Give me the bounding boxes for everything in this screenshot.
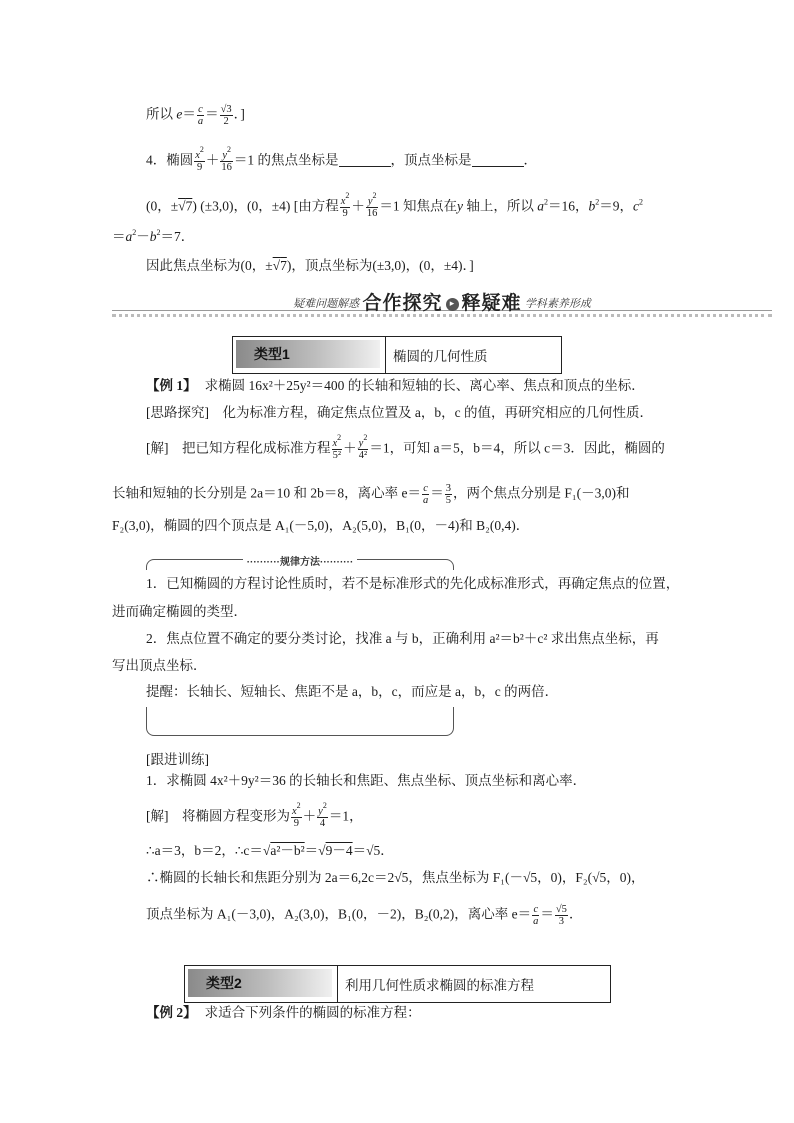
- question-4: 4．椭圆 $\frac{x^2}{9}$ ＋ $\frac{y^2}{16}$ ＝1 的焦点坐标是 ，顶点坐标是 ．: [146, 145, 538, 173]
- type-1-box: [232, 336, 562, 374]
- type-2-box: [184, 965, 611, 1003]
- solution-1-line1: [解] 把已知方程化成标准方程 $\frac{x^2}{\text{5²}}$ ＋ $\frac{y^2}{\text{4²}}$ ＝1，可知 a＝5，b＝4，所以 c＝3．因此，椭圆的: [146, 433, 665, 461]
- fraction: $\frac{c}{a}$: [422, 483, 429, 506]
- answer-4-line2: $=a^2-b^2=7$．: [112, 228, 195, 244]
- type-tag: 类型1: [236, 340, 380, 368]
- fraction: $\frac{c}{a}$: [197, 104, 204, 127]
- method-3: 提醒：长轴长、短轴长、焦距不是 a，b，c，而应是 a，b，c 的两倍．: [146, 684, 559, 699]
- fraction: $\frac{x^2}{9}$: [340, 191, 350, 219]
- answer-4-line1: (0，±√7) (±3,0)，(0，±4) [由方程 $\frac{x^2}{9}$ ＋ $\frac{y^2}{16}$ ＝1 知焦点在y 轴上，所以 $a^2=16$，$b^2=9$，$c^2$: [146, 191, 644, 219]
- follow-s2: ∴a＝3，b＝2，∴c＝√a²－b²＝√9－4＝√5．: [146, 843, 394, 858]
- method-2b: 写出顶点坐标．: [112, 658, 207, 673]
- answer-blank: [339, 154, 391, 167]
- fraction: $\frac{y^2}{4}$: [318, 801, 327, 829]
- method-box: ··········规律方法··········: [146, 553, 454, 736]
- method-1b: 进而确定椭圆的类型．: [112, 604, 247, 619]
- fraction: $\frac{x^2}{9}$: [195, 145, 204, 173]
- solution-1-line2: 长轴和短轴的长分别是 2a＝10 和 2b＝8，离心率 e＝ $\frac{c}{a}$ ＝ $\frac{3}{5}$ ，两个焦点分别是 F₁(－3,0)和: [112, 483, 630, 506]
- fraction: $\frac{y^2}{16}$: [366, 191, 378, 219]
- type-title: 椭圆的几何性质: [393, 349, 488, 364]
- type-title: 利用几何性质求椭圆的标准方程: [345, 978, 534, 993]
- fraction: $\frac{3}{5}$: [445, 483, 451, 506]
- section-banner: 疑难问题解惑 合作探究 ▸ 释疑难 学科素养形成: [112, 288, 772, 318]
- solution-1-line3: F₂(3,0)，椭圆的四个顶点是 A₁(－5,0)，A₂(5,0)，B₁(0，－4)和 B₂(0,4)．: [112, 518, 530, 533]
- fraction: $\frac{x^2}{9}$: [292, 801, 301, 829]
- follow-q1: 1．求椭圆 4x²＋9y²＝36 的长轴长和焦距、焦点坐标、顶点坐标和离心率．: [146, 773, 587, 788]
- follow-label: [跟进训练]: [146, 752, 209, 767]
- follow-s1: [解] 将椭圆方程变形为 $\frac{x^2}{9}$ ＋ $\frac{y^2}{4}$ ＝1，: [146, 801, 363, 829]
- example-1: 【例 1】 求椭圆 16x²＋25y²＝400 的长轴和短轴的长、离心率、焦点和顶点的坐标．: [146, 378, 645, 393]
- method-1a: 1．已知椭圆的方程讨论性质时，若不是标准形式的先化成标准形式，再确定焦点的位置，: [146, 576, 680, 591]
- arrow-icon: ▸: [446, 298, 459, 311]
- fraction: $\frac{x^2}{\text{5²}}$: [332, 433, 342, 461]
- example-2: 【例 2】 求适合下列条件的椭圆的标准方程：: [146, 1005, 421, 1020]
- fraction: $\frac{√3}{2}$: [220, 104, 232, 127]
- follow-s3: ∴椭圆的长轴长和焦距分别为 2a＝6,2c＝2√5，焦点坐标为 F₁(－√5，0)，F₂(√5，0)，: [146, 870, 645, 885]
- fraction: $\frac{c}{a}$: [533, 904, 539, 927]
- type-tag: 类型2: [188, 969, 332, 997]
- fraction: $\frac{√5}{3}$: [555, 904, 567, 927]
- method-2a: 2．焦点位置不确定的要分类讨论，找准 a 与 b，正确利用 a²＝b²＋c² 求出焦点坐标，再: [146, 631, 659, 646]
- text-line: 所以 e＝ $\frac{c}{a}$ ＝ $\frac{√3}{2}$ ．]: [146, 104, 245, 127]
- idea: [思路探究] 化为标准方程，确定焦点位置及 a，b，c 的值，再研究相应的几何性质．: [146, 405, 653, 420]
- answer-blank: [472, 154, 524, 167]
- fraction: $\frac{y^2}{16}$: [221, 145, 232, 173]
- fraction: $\frac{y^2}{\text{4²}}$: [358, 433, 368, 461]
- answer-4-line3: 因此焦点坐标为(0，±√7)，顶点坐标为(±3,0)，(0，±4)．]: [146, 258, 474, 273]
- follow-s4: 顶点坐标为 A₁(－3,0)，A₂(3,0)，B₁(0，－2)，B₂(0,2)，离心率 e＝ $\frac{c}{a}$ ＝ $\frac{√5}{3}$ ．: [146, 904, 583, 927]
